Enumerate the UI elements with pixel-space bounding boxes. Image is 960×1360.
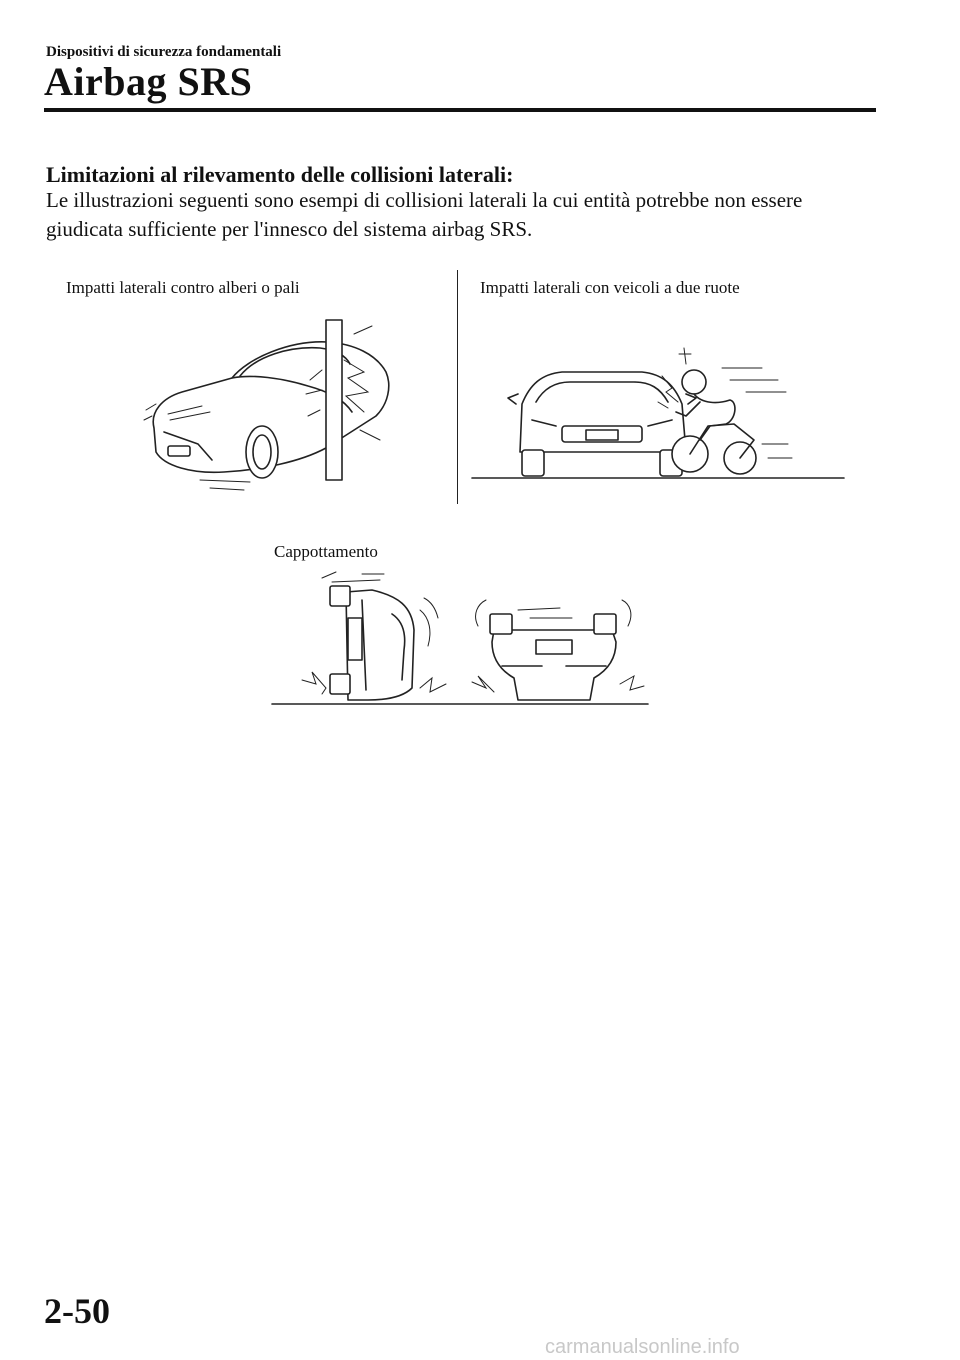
figure-divider <box>457 270 458 504</box>
rollover-illustration <box>272 570 648 710</box>
title-rule <box>44 108 876 112</box>
page-title: Airbag SRS <box>44 59 253 104</box>
rollover-caption: Cappottamento <box>274 542 378 561</box>
subsection-heading: Limitazioni al rilevamento delle collisioni laterali: <box>46 162 514 187</box>
two-wheeler-impact-caption: Impatti laterali con veicoli a due ruote <box>480 278 740 297</box>
watermark: carmanualsonline.info <box>545 1336 740 1358</box>
page-number: 2-50 <box>44 1291 110 1331</box>
pole-impact-caption: Impatti laterali contro alberi o pali <box>66 278 300 297</box>
car-motorcycle-illustration <box>472 340 844 485</box>
body-paragraph: Le illustrazioni seguenti sono esempi di collisioni laterali la cui entità potrebbe non essere giudicata sufficiente per l'innesco del sistema airbag SRS. <box>46 188 803 241</box>
section-label: Dispositivi di sicurezza fondamentali <box>46 44 282 60</box>
car-pole-illustration <box>140 320 400 500</box>
